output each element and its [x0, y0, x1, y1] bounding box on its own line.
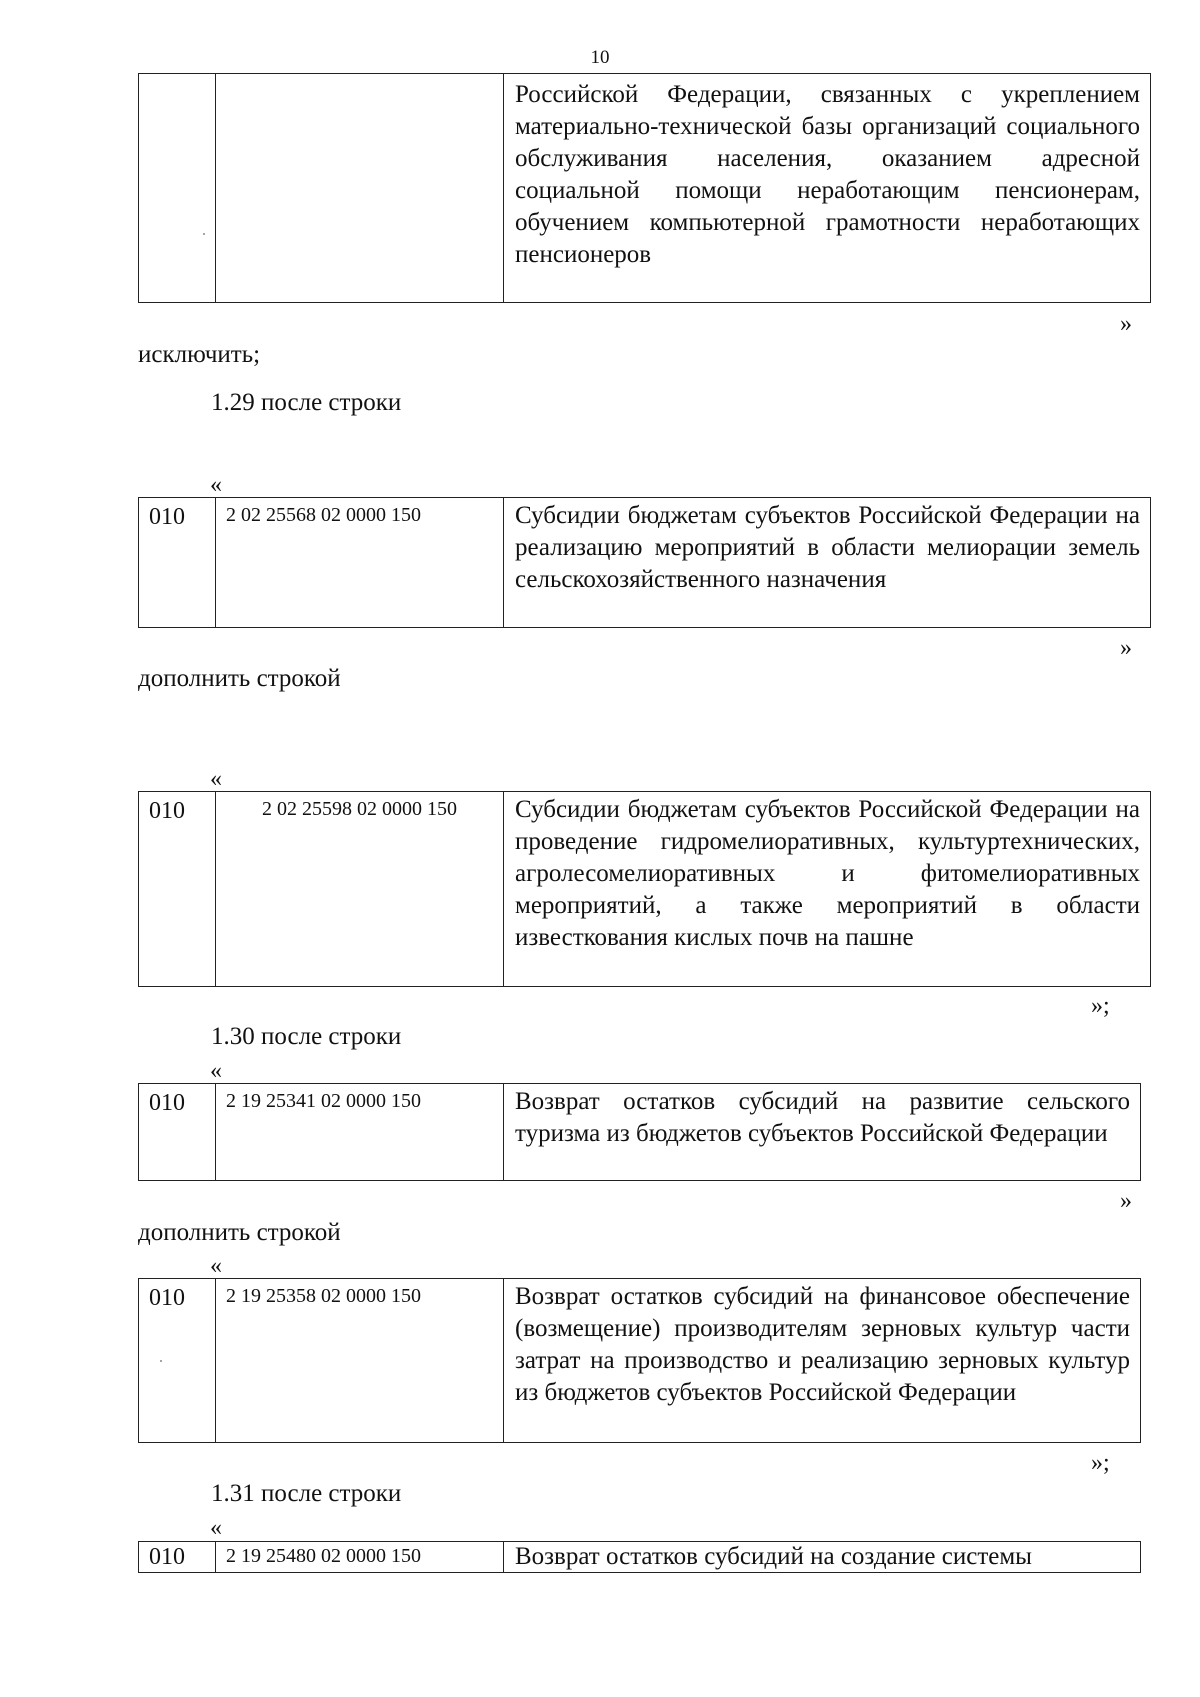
item-heading-1-31: 1.31 после строки — [211, 1480, 402, 1507]
closing-quote: » — [1120, 635, 1132, 661]
amendment-table-5 — [138, 1541, 1141, 1573]
page-number: 10 — [590, 47, 610, 68]
row-code: 010 — [139, 1542, 216, 1573]
opening-quote: « — [210, 472, 222, 498]
opening-quote: « — [210, 1058, 222, 1084]
amendment-table-2 — [138, 791, 1151, 987]
row-kbk: 2 19 25341 02 0000 150 — [216, 1084, 504, 1181]
row-description: Субсидии бюджетам субъектов Российской Федерации на реализацию мероприятий в области мелиорации земель сельскохозяйственного назначения — [504, 498, 1151, 628]
row-kbk: 2 02 25568 02 0000 150 — [216, 498, 504, 628]
row-kbk: 2 02 25598 02 0000 150 — [216, 792, 504, 987]
instruction-add-row: дополнить строкой — [138, 665, 341, 692]
table-row — [139, 792, 1151, 987]
scan-speck — [203, 233, 205, 235]
table-row — [139, 1542, 1141, 1573]
instruction-add-row: дополнить строкой — [138, 1219, 341, 1246]
table-row — [139, 498, 1151, 628]
row-code: 010 — [139, 792, 216, 987]
row-kbk: 2 19 25358 02 0000 150 — [216, 1279, 504, 1443]
amendment-table-4 — [138, 1278, 1141, 1443]
row-code: 010 — [139, 1084, 216, 1181]
opening-quote: « — [210, 1253, 222, 1279]
closing-quote: »; — [1091, 993, 1110, 1019]
opening-quote: « — [210, 1515, 222, 1541]
instruction-exclude: исключить; — [138, 341, 261, 368]
table-row — [139, 1084, 1141, 1181]
closing-quote: »; — [1091, 1450, 1110, 1476]
row-code — [139, 74, 216, 303]
opening-quote: « — [210, 766, 222, 792]
row-kbk: 2 19 25480 02 0000 150 — [216, 1542, 504, 1573]
amendment-table-3 — [138, 1083, 1141, 1181]
row-description: Возврат остатков субсидий на развитие сельского туризма из бюджетов субъектов Российской Федерации — [504, 1084, 1141, 1181]
closing-quote: » — [1120, 1188, 1132, 1214]
amendment-table-1 — [138, 497, 1151, 628]
row-kbk — [216, 74, 504, 303]
row-description: Возврат остатков субсидий на создание системы — [504, 1542, 1141, 1573]
row-description: Возврат остатков субсидий на финансовое обеспечение (возмещение) производителям зерновых культур части затрат на производство и реализацию зерновых культур из бюджетов субъектов Российской Федерации — [504, 1279, 1141, 1443]
row-description: Субсидии бюджетам субъектов Российской Федерации на проведение гидромелиоративных, культуртехнических, агролесомелиоративных и фитомелиоративных мероприятий, а также мероприятий в области известкования кислых почв на пашне — [504, 792, 1151, 987]
table-row — [139, 1279, 1141, 1443]
item-heading-1-29: 1.29 после строки — [211, 389, 402, 416]
row-code: 010 — [139, 1279, 216, 1443]
table-row — [139, 74, 1151, 303]
item-heading-1-30: 1.30 после строки — [211, 1023, 402, 1050]
scan-speck — [160, 1360, 162, 1362]
row-description: Российской Федерации, связанных с укреплением материально-технической базы организаций социального обслуживания населения, оказанием адресной социальной помощи неработающим пенсионерам, обучением компьютерной грамотности неработающих пенсионеров — [504, 74, 1151, 303]
row-code: 010 — [139, 498, 216, 628]
closing-quote: » — [1120, 311, 1132, 337]
amendment-table-continued — [138, 73, 1151, 303]
